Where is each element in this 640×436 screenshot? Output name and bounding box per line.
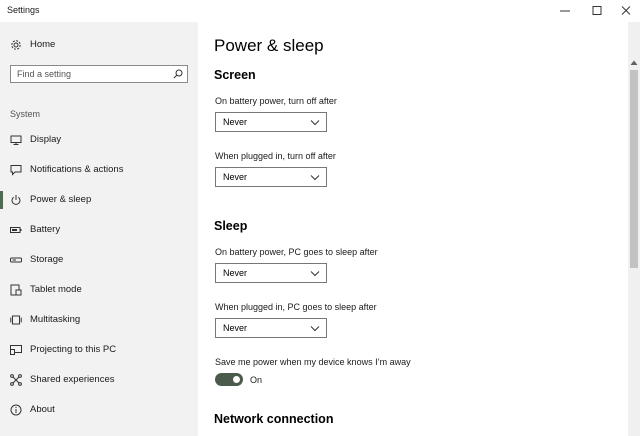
power-icon xyxy=(10,194,22,206)
tablet-mode-icon xyxy=(10,284,22,296)
sidebar-item-label: Storage xyxy=(30,254,64,265)
save-power-label: Save me power when my device knows I’m away xyxy=(215,357,411,367)
minimize-button[interactable] xyxy=(550,0,580,22)
window-title: Settings xyxy=(7,5,40,15)
sidebar-item-label: Shared experiences xyxy=(30,374,115,385)
sidebar xyxy=(0,22,198,436)
scrollbar-thumb[interactable] xyxy=(630,70,638,268)
sidebar-item-label: About xyxy=(30,404,55,415)
sleep-battery-label: On battery power, PC goes to sleep after xyxy=(215,247,378,257)
section-heading-screen: Screen xyxy=(214,68,256,82)
sidebar-item-label: Projecting to this PC xyxy=(30,344,117,355)
search-icon[interactable] xyxy=(173,69,183,79)
sidebar-item-label: Power & sleep xyxy=(30,194,92,205)
dropdown-value: Never xyxy=(223,172,248,182)
maximize-button[interactable] xyxy=(582,0,612,22)
sidebar-item-label: Notifications & actions xyxy=(30,164,124,175)
dropdown-value: Never xyxy=(223,117,248,127)
main-content xyxy=(198,22,628,436)
toggle-state-label: On xyxy=(250,375,263,385)
projecting-icon xyxy=(10,344,22,356)
screen-plugged-label: When plugged in, turn off after xyxy=(215,151,336,161)
chevron-down-icon xyxy=(310,174,320,181)
storage-icon xyxy=(10,254,22,266)
title-bar xyxy=(0,0,640,22)
sidebar-item-multitasking[interactable] xyxy=(0,305,198,335)
about-icon xyxy=(10,404,22,416)
notifications-icon xyxy=(10,164,22,176)
section-heading-network: Network connection xyxy=(214,412,334,426)
section-label-system: System xyxy=(10,109,41,119)
display-icon xyxy=(10,134,22,146)
search-input[interactable] xyxy=(17,68,167,80)
sidebar-item-storage[interactable] xyxy=(0,245,198,275)
maximize-icon xyxy=(592,6,602,16)
chevron-down-icon xyxy=(310,325,320,332)
screen-battery-label: On battery power, turn off after xyxy=(215,96,337,106)
scroll-up-arrow-icon[interactable] xyxy=(630,60,638,66)
search-box[interactable] xyxy=(10,65,188,83)
sidebar-item-label: Tablet mode xyxy=(30,284,82,295)
screen-battery-dropdown[interactable] xyxy=(215,112,327,132)
multitasking-icon xyxy=(10,314,22,326)
sidebar-item-about[interactable] xyxy=(0,395,198,425)
sidebar-item-label: Battery xyxy=(30,224,61,235)
toggle-knob xyxy=(233,376,240,383)
minimize-icon xyxy=(560,6,570,16)
dropdown-value: Never xyxy=(223,268,248,278)
chevron-down-icon xyxy=(310,119,320,126)
sidebar-item-label: Multitasking xyxy=(30,314,81,325)
sidebar-item-tablet-mode[interactable] xyxy=(0,275,198,305)
sleep-plugged-dropdown[interactable] xyxy=(215,318,327,338)
shared-experiences-icon xyxy=(10,374,22,386)
sidebar-item-home[interactable] xyxy=(0,34,198,56)
vertical-scrollbar[interactable] xyxy=(628,22,640,436)
page-title: Power & sleep xyxy=(214,36,324,55)
close-button[interactable] xyxy=(611,0,640,22)
sidebar-item-label: Display xyxy=(30,134,62,145)
sidebar-item-battery[interactable] xyxy=(0,215,198,245)
section-heading-sleep: Sleep xyxy=(214,219,248,233)
sidebar-item-display[interactable] xyxy=(0,125,198,155)
sidebar-item-label: Home xyxy=(30,39,56,50)
sleep-plugged-label: When plugged in, PC goes to sleep after xyxy=(215,302,377,312)
save-power-toggle[interactable] xyxy=(215,373,243,386)
sidebar-item-projecting[interactable] xyxy=(0,335,198,365)
close-icon xyxy=(621,6,631,16)
sleep-battery-dropdown[interactable] xyxy=(215,263,327,283)
chevron-down-icon xyxy=(310,270,320,277)
battery-icon xyxy=(10,224,22,236)
screen-plugged-dropdown[interactable] xyxy=(215,167,327,187)
sidebar-item-shared-experiences[interactable] xyxy=(0,365,198,395)
gear-icon xyxy=(10,39,22,51)
dropdown-value: Never xyxy=(223,323,248,333)
sidebar-nav-list xyxy=(0,125,198,425)
sidebar-item-power-sleep[interactable] xyxy=(0,185,198,215)
sidebar-item-notifications[interactable] xyxy=(0,155,198,185)
